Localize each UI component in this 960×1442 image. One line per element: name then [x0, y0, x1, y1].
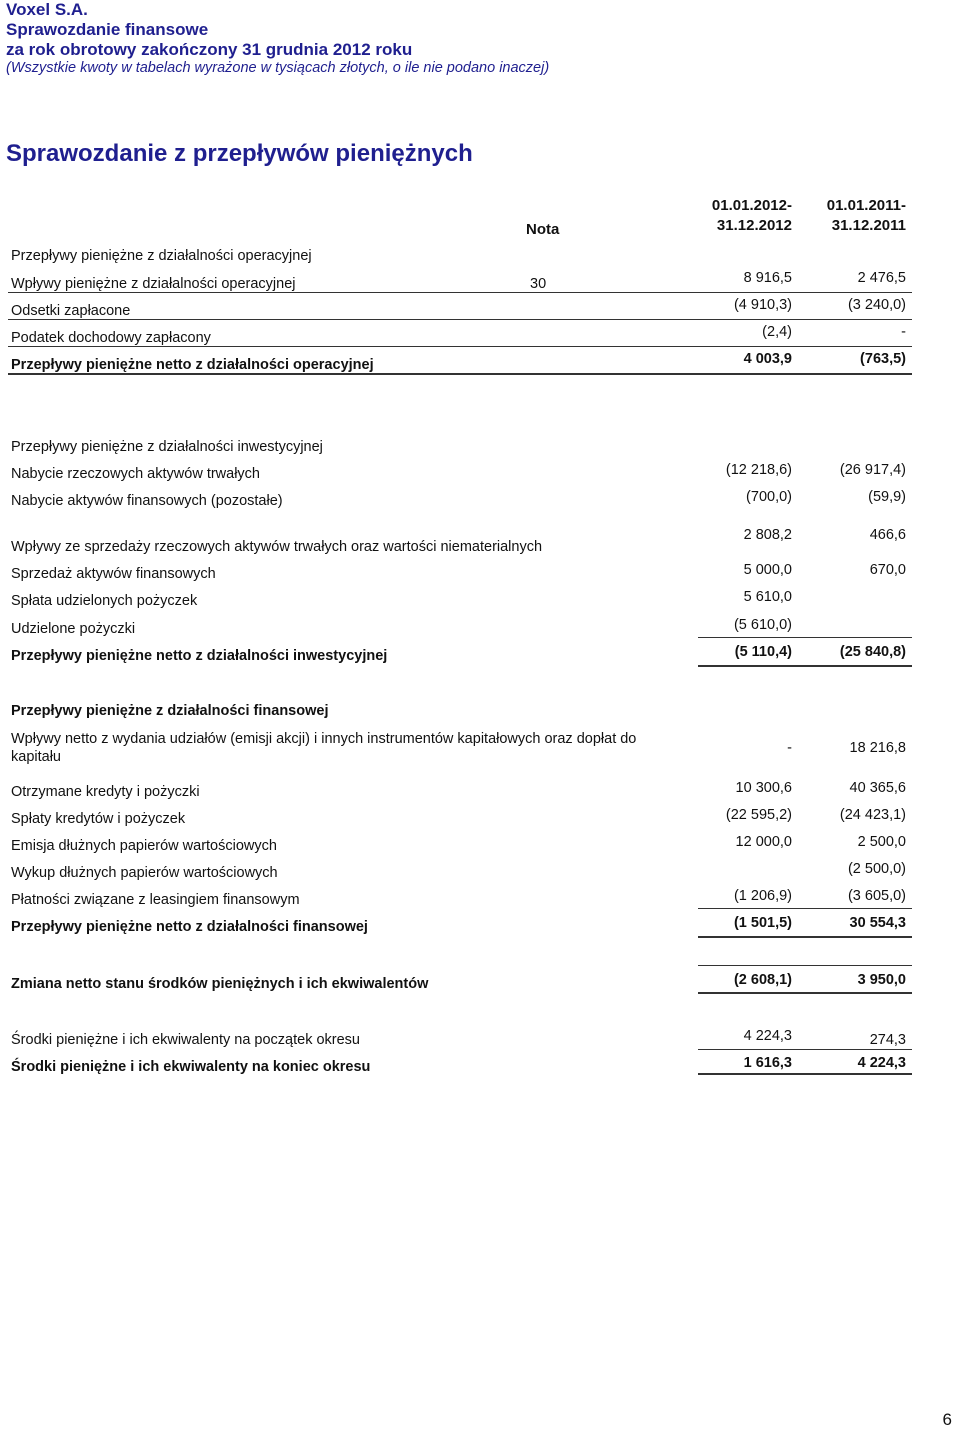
row-value-2012: 12 000,0: [735, 834, 792, 850]
net-change-top-divider: [698, 965, 912, 966]
financing-total-2012: (1 501,5): [733, 915, 792, 931]
row-value-2012: (22 595,2): [725, 807, 792, 823]
row-label: Odsetki zapłacone: [11, 303, 131, 319]
cash-end-2011: 4 224,3: [857, 1055, 906, 1071]
operating-total-label: Przepływy pieniężne netto z działalności operacyjnej: [11, 357, 374, 373]
financing-total-2011: 30 554,3: [849, 915, 906, 931]
row-divider: [8, 346, 912, 347]
cash-end-label: Środki pieniężne i ich ekwiwalenty na koniec okresu: [11, 1059, 371, 1075]
page-number: 6: [942, 1410, 952, 1429]
total-divider: [698, 665, 912, 667]
row-value-2012: 2 808,2: [743, 527, 792, 543]
column-2011: [827, 196, 906, 236]
row-value-2011: -: [901, 324, 906, 340]
row-value-2011: 670,0: [869, 562, 906, 578]
cash-begin-2011: 274,3: [869, 1032, 906, 1048]
row-divider: [698, 1049, 912, 1050]
row-value-2012: (12 218,6): [725, 462, 792, 478]
report-period: za rok obrotowy zakończony 31 grudnia 2012 roku: [6, 40, 413, 59]
financing-heading: Przepływy pieniężne z działalności finansowej: [11, 703, 329, 719]
row-value-2011: 18 216,8: [849, 740, 906, 756]
total-divider: [698, 936, 912, 938]
row-value-2011: (2 500,0): [847, 861, 906, 877]
column-2012: [712, 196, 792, 236]
row-value-2012: 10 300,6: [735, 780, 792, 796]
row-value-2011: (3 605,0): [847, 888, 906, 904]
net-change-2012: (2 608,1): [733, 972, 792, 988]
row-divider: [8, 292, 912, 293]
row-value-2011: 466,6: [869, 527, 906, 543]
column-2012-line2: 31.12.2012: [716, 217, 792, 234]
column-2011-line1: 01.01.2011-: [826, 197, 906, 214]
row-nota: 30: [530, 276, 547, 292]
row-label: Wpływy netto z wydania udziałów (emisji akcji) i innych instrumentów kapitałowych oraz dopłat do kapitału: [11, 731, 637, 765]
investing-total-2011: (25 840,8): [839, 644, 906, 660]
report-note: (Wszystkie kwoty w tabelach wyrażone w tysiącach złotych, o ile nie podano inaczej): [6, 60, 550, 76]
row-value-2011: 2 500,0: [857, 834, 906, 850]
row-value-2011: (26 917,4): [839, 462, 906, 478]
statement-title: Sprawozdanie z przepływów pieniężnych: [6, 140, 473, 167]
row-value-2012: -: [787, 740, 792, 756]
net-change-2011: 3 950,0: [857, 972, 906, 988]
row-value-2012: (1 206,9): [733, 888, 792, 904]
row-label: Wpływy pieniężne z działalności operacyjnej: [11, 276, 296, 292]
row-value-2011: (59,9): [868, 489, 906, 505]
row-value-2011: 40 365,6: [849, 780, 906, 796]
row-label: Nabycie rzeczowych aktywów trwałych: [11, 466, 260, 482]
subtotal-divider: [698, 637, 912, 638]
company-name: Voxel S.A.: [6, 0, 88, 19]
total-divider: [698, 992, 912, 994]
row-label: Płatności związane z leasingiem finansowym: [11, 892, 300, 908]
row-label: Emisja dłużnych papierów wartościowych: [11, 838, 277, 854]
investing-heading: Przepływy pieniężne z działalności inwestycyjnej: [11, 439, 323, 455]
row-value-2012: 5 610,0: [743, 589, 792, 605]
total-divider: [8, 373, 912, 375]
subtotal-divider: [698, 908, 912, 909]
column-2011-line2: 31.12.2011: [831, 217, 906, 234]
row-label: Wpływy ze sprzedaży rzeczowych aktywów trwałych oraz wartości niematerialnych: [11, 539, 543, 555]
row-value-2012: (2,4): [762, 324, 792, 340]
operating-total-2012: 4 003,9: [743, 351, 792, 367]
row-value-2011: (24 423,1): [839, 807, 906, 823]
operating-heading: Przepływy pieniężne z działalności operacyjnej: [11, 248, 312, 264]
row-label: Sprzedaż aktywów finansowych: [11, 566, 216, 582]
row-label: Wykup dłużnych papierów wartościowych: [11, 865, 278, 881]
row-label: Spłaty kredytów i pożyczek: [11, 811, 186, 827]
row-label: Podatek dochodowy zapłacony: [11, 330, 211, 346]
report-title: Sprawozdanie finansowe: [6, 20, 209, 39]
cash-end-2012: 1 616,3: [743, 1055, 792, 1071]
financing-total-label: Przepływy pieniężne netto z działalności finansowej: [11, 919, 368, 935]
net-change-label: Zmiana netto stanu środków pieniężnych i ich ekwiwalentów: [11, 976, 429, 992]
investing-total-label: Przepływy pieniężne netto z działalności inwestycyjnej: [11, 648, 388, 664]
row-value-2011: (3 240,0): [847, 297, 906, 313]
row-value-2012: (4 910,3): [733, 297, 792, 313]
row-value-2012: 5 000,0: [743, 562, 792, 578]
row-value-2011: 2 476,5: [857, 270, 906, 286]
total-divider: [698, 1073, 912, 1075]
row-label: Udzielone pożyczki: [11, 621, 136, 637]
row-value-2012: (700,0): [746, 489, 792, 505]
cash-begin-label: Środki pieniężne i ich ekwiwalenty na początek okresu: [11, 1032, 360, 1048]
row-label: Spłata udzielonych pożyczek: [11, 593, 198, 609]
row-label: Nabycie aktywów finansowych (pozostałe): [11, 493, 283, 509]
column-2012-line1: 01.01.2012-: [711, 197, 792, 214]
row-divider: [8, 319, 912, 320]
column-nota: Nota: [526, 221, 560, 238]
investing-total-2012: (5 110,4): [734, 644, 792, 660]
row-value-2012: (5 610,0): [733, 617, 792, 633]
cash-begin-2012: 4 224,3: [743, 1028, 792, 1044]
row-label: Otrzymane kredyty i pożyczki: [11, 784, 200, 800]
row-value-2012: 8 916,5: [743, 270, 792, 286]
operating-total-2011: (763,5): [860, 351, 906, 367]
